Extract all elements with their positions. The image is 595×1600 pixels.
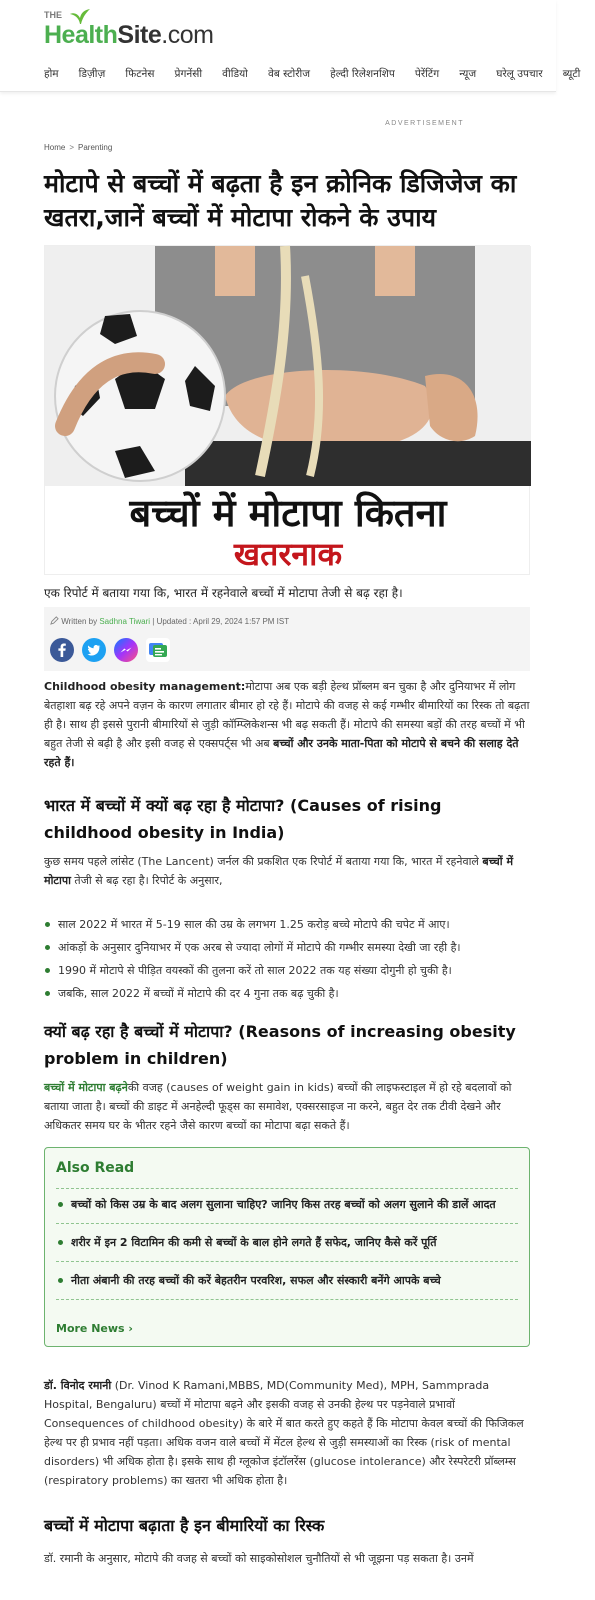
share-bar [50, 638, 173, 662]
nav-item-web-stories[interactable]: वेब स्टोरीज [267, 68, 311, 80]
also-read-list [56, 1195, 518, 1309]
hero-photo [45, 246, 531, 486]
nav-item-pregnancy[interactable]: प्रेगनेंसी [174, 68, 203, 80]
nav-item-healthy-relationship[interactable]: हेल्दी रिलेशनशिप [330, 68, 395, 80]
breadcrumb-home[interactable]: Home [44, 143, 66, 152]
facebook-icon[interactable] [50, 638, 74, 662]
advertisement-label: ADVERTISEMENT [385, 120, 464, 127]
intro-paragraph [44, 677, 534, 772]
intro-text: मोटापा अब एक बड़ी हेल्थ प्रॉब्लम बन चुका है और दुनियाभर में लोग बेतहाशा बढ़ रहे अपने वज़न के कारण लगातार बीमार हो रहे हैं। मोटापे की वजह से कई गम्भीर बीमारियों का रिस्क तो बढ़ता ही है। साथ ही इससे पुरानी बीमारियों से जुड़ी कॉम्प्लिकेशन्स भी बढ़ सकती हैं। मोटापे की समस्या बड़ों की तरह बच्चों में भी बहुत तेजी से बढ़ी है और इसी वजह से एक्सपर्ट्स भी अब [44, 680, 530, 750]
hero-caption-line1: बच्चों में मोटापा कितना [129, 491, 447, 535]
also-read-box [44, 1147, 530, 1347]
more-news-link[interactable]: More News › [56, 1322, 133, 1335]
list-item: 1990 में मोटापे से पीड़ित वयस्कों की तुलना करें तो साल 2022 तक यह संख्या दोगुनी हो चुकी है। [44, 959, 534, 982]
inline-article-link[interactable]: बच्चों में मोटापा बढ़ने [44, 1081, 128, 1094]
site-logo[interactable] [44, 8, 214, 48]
breadcrumb-parenting[interactable]: Parenting [78, 143, 113, 152]
written-by-label: Written by [61, 617, 98, 626]
also-read-link[interactable]: शरीर में इन 2 विटामिन की कमी से बच्चों के बाल होने लगते हैं सफेद, जानिए कैसे करें पूर्ति [56, 1233, 518, 1262]
article-subtitle: एक रिपोर्ट में बताया गया कि, भारत में रहनेवाले बच्चों में मोटापा तेजी से बढ़ रहा है। [44, 586, 403, 600]
section1-bullet-list [44, 913, 534, 1005]
list-item: आंकड़ों के अनुसार दुनियाभर में एक अरब से ज्यादा लोगों में मोटापे की गम्भीर समस्या देखी जा रही है। [44, 936, 534, 959]
breadcrumb [44, 143, 112, 152]
divider [56, 1188, 518, 1189]
author-line [50, 616, 289, 626]
nav-item-news[interactable]: न्यूज [459, 68, 477, 80]
nav-item-home-remedies[interactable]: घरेलू उपचार [496, 68, 543, 80]
section2-paragraph: बच्चों में मोटापा बढ़नेकी वजह (causes of weight gain in kids) बच्चों की लाइफस्टाइल में हो रहे बदलावों को बताया जाता है। बच्चों की डाइट में अनहेल्दी फूड्स का समावेश, एक्सरसाइज ना करने, बहुत देर तक टीवी देखने और अधिकतर समय घर के भीतर रहने जैसे कारण बच्चों का मोटापा बढ़ा सकते हैं। [44, 1081, 512, 1132]
doctor-name: डॉ. विनोद रमानी [44, 1379, 112, 1392]
section1-paragraph: कुछ समय पहले लांसेट (The Lancent) जर्नल की प्रकशित एक रिपोर्ट में बताया गया कि, भारत में रहनेवाले बच्चों में मोटापा तेजी से बढ़ रहा है। रिपोर्ट के अनुसार, [44, 855, 514, 887]
updated-date: | Updated : April 29, 2024 1:57 PM IST [152, 617, 290, 626]
messenger-icon[interactable] [114, 638, 138, 662]
doctor-paragraph: डॉ. विनोद रमानी (Dr. Vinod K Ramani,MBBS, MD(Community Med), MPH, Sammprada Hospital, Bengaluru) बच्चों में मोटापा बढ़ने और इसकी वजह से उनकी हेल्थ पर पड़नेवाले प्रभावों Consequences of childhood obesity) के बारे में बात करते हुए कहते हैं कि मोटापा केवल बच्चों की फिजिकल हेल्थ पर ही प्रभाव नहीं पड़ता। अधिक वजन वाले बच्चों में मेंटल हेल्थ से जुड़ी समस्याओं का रिस्क (risk of mental disorders) भी अधिक होता है। इसके साथ ही ग्लूकोज इंटॉलरेंस (glucose intolerance) और रेस्परेटरी प्रॉब्लम्स (respiratory problems) का खतरा भी अधिक होता है। [44, 1379, 524, 1487]
logo-the: THE [44, 10, 62, 20]
logo-wordmark: HealthSite.com [44, 21, 214, 49]
breadcrumb-separator: > [69, 143, 75, 152]
section3-heading: बच्चों में मोटापा बढ़ाता है इन बीमारियों का रिस्क [44, 1516, 325, 1535]
intro-bold-text: बच्चों और उनके माता-पिता को मोटापे से बचने की सलाह देते रहते हैं। [44, 737, 519, 769]
also-read-title: Also Read [56, 1160, 135, 1176]
twitter-icon[interactable] [82, 638, 106, 662]
section3-paragraph: डॉ. रमानी के अनुसार, मोटापे की वजह से बच्चों को साइकोसोशल चुनौतियों से भी जूझना पड़ सकता है। उनमें [44, 1552, 474, 1565]
hero-image [44, 245, 530, 575]
nav-item-beauty[interactable]: ब्यूटी [562, 68, 581, 80]
list-item: साल 2022 में भारत में 5-19 साल की उम्र के लगभग 1.25 करोड़ बच्चे मोटापे की चपेट में आए। [44, 913, 534, 936]
nav-item-home[interactable]: होम [44, 68, 59, 80]
child-football-illustration [45, 246, 531, 486]
pencil-icon [50, 616, 59, 625]
author-box [44, 607, 530, 671]
hero-caption-line2: खतरनाक [233, 535, 343, 573]
list-item: जबकि, साल 2022 में बच्चों में मोटापे की दर 4 गुना तक बढ़ चुकी है। [44, 982, 534, 1005]
intro-lead: Childhood obesity management: [44, 680, 246, 693]
nav-item-parenting[interactable]: पेरेंटिंग [414, 68, 440, 80]
also-read-link[interactable]: नीता अंबानी की तरह बच्चों की करें बेहतरीन परवरिश, सफल और संस्कारी बनेंगे आपके बच्चे [56, 1271, 518, 1300]
section2-heading: क्यों बढ़ रहा है बच्चों में मोटापा? (Reasons of increasing obesity problem in children) [44, 1022, 516, 1068]
nav-item-video[interactable]: वीडियो [222, 68, 248, 80]
google-news-icon[interactable] [146, 638, 170, 662]
nav-item-fitness[interactable]: फिटनेस [125, 68, 155, 80]
main-nav [44, 62, 581, 80]
hero-caption [45, 491, 531, 573]
also-read-link[interactable]: बच्चों को किस उम्र के बाद अलग सुलाना चाहिए? जानिए किस तरह बच्चों को अलग सुलाने की डालें आदत [56, 1195, 518, 1224]
author-name[interactable]: Sadhna Tiwari [99, 617, 151, 626]
section1-heading: भारत में बच्चों में क्यों बढ़ रहा है मोटापा? (Causes of rising childhood obesity in India) [44, 796, 442, 842]
nav-item-diseases[interactable]: डिज़ीज़ [78, 68, 106, 80]
site-header [0, 0, 581, 92]
article-title: मोटापे से बच्चों में बढ़ता है इन क्रोनिक डिजिजेज का खतरा,जानें बच्चों में मोटापा रोकने के उपाय [44, 169, 517, 232]
